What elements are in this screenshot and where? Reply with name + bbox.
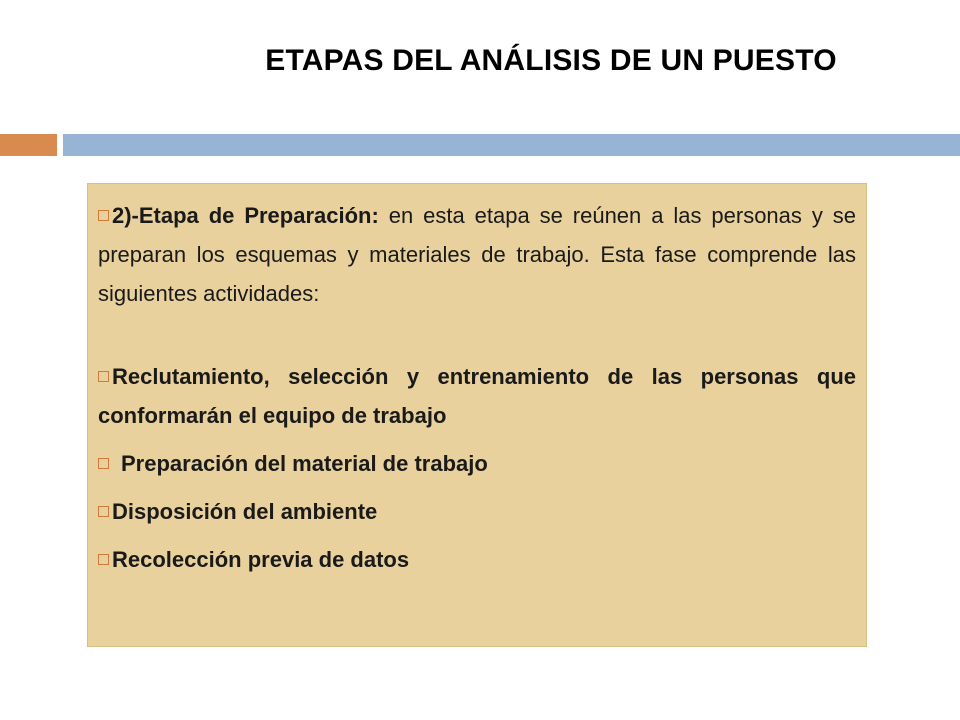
accent-bar-left (0, 134, 57, 156)
square-bullet-icon (98, 371, 109, 382)
list-item-text: Preparación del material de trabajo (121, 451, 488, 476)
slide-title: ETAPAS DEL ANÁLISIS DE UN PUESTO (265, 44, 837, 77)
list-item-text: Reclutamiento, selección y entrenamiento de las personas que conformarán el equipo de trabajo (98, 364, 856, 428)
square-bullet-icon (98, 210, 109, 221)
intro-paragraph (98, 196, 856, 313)
square-bullet-icon (98, 506, 109, 517)
square-bullet-icon (98, 458, 109, 469)
content-box (87, 183, 867, 647)
accent-bar-right (63, 134, 960, 156)
list-item-text: Disposición del ambiente (112, 499, 378, 524)
intro-lead: 2)-Etapa de Preparación: (112, 203, 379, 228)
square-bullet-icon (98, 554, 109, 565)
list-item (98, 357, 856, 435)
list-item-text: Recolección previa de datos (112, 547, 410, 572)
list-item (98, 444, 856, 483)
list-item (98, 492, 856, 531)
intro-text: en esta etapa se reúnen a las personas y se preparan los esquemas y materiales de trabajo. Esta fase comprende las siguientes actividades: (98, 203, 856, 306)
list-item (98, 540, 856, 579)
